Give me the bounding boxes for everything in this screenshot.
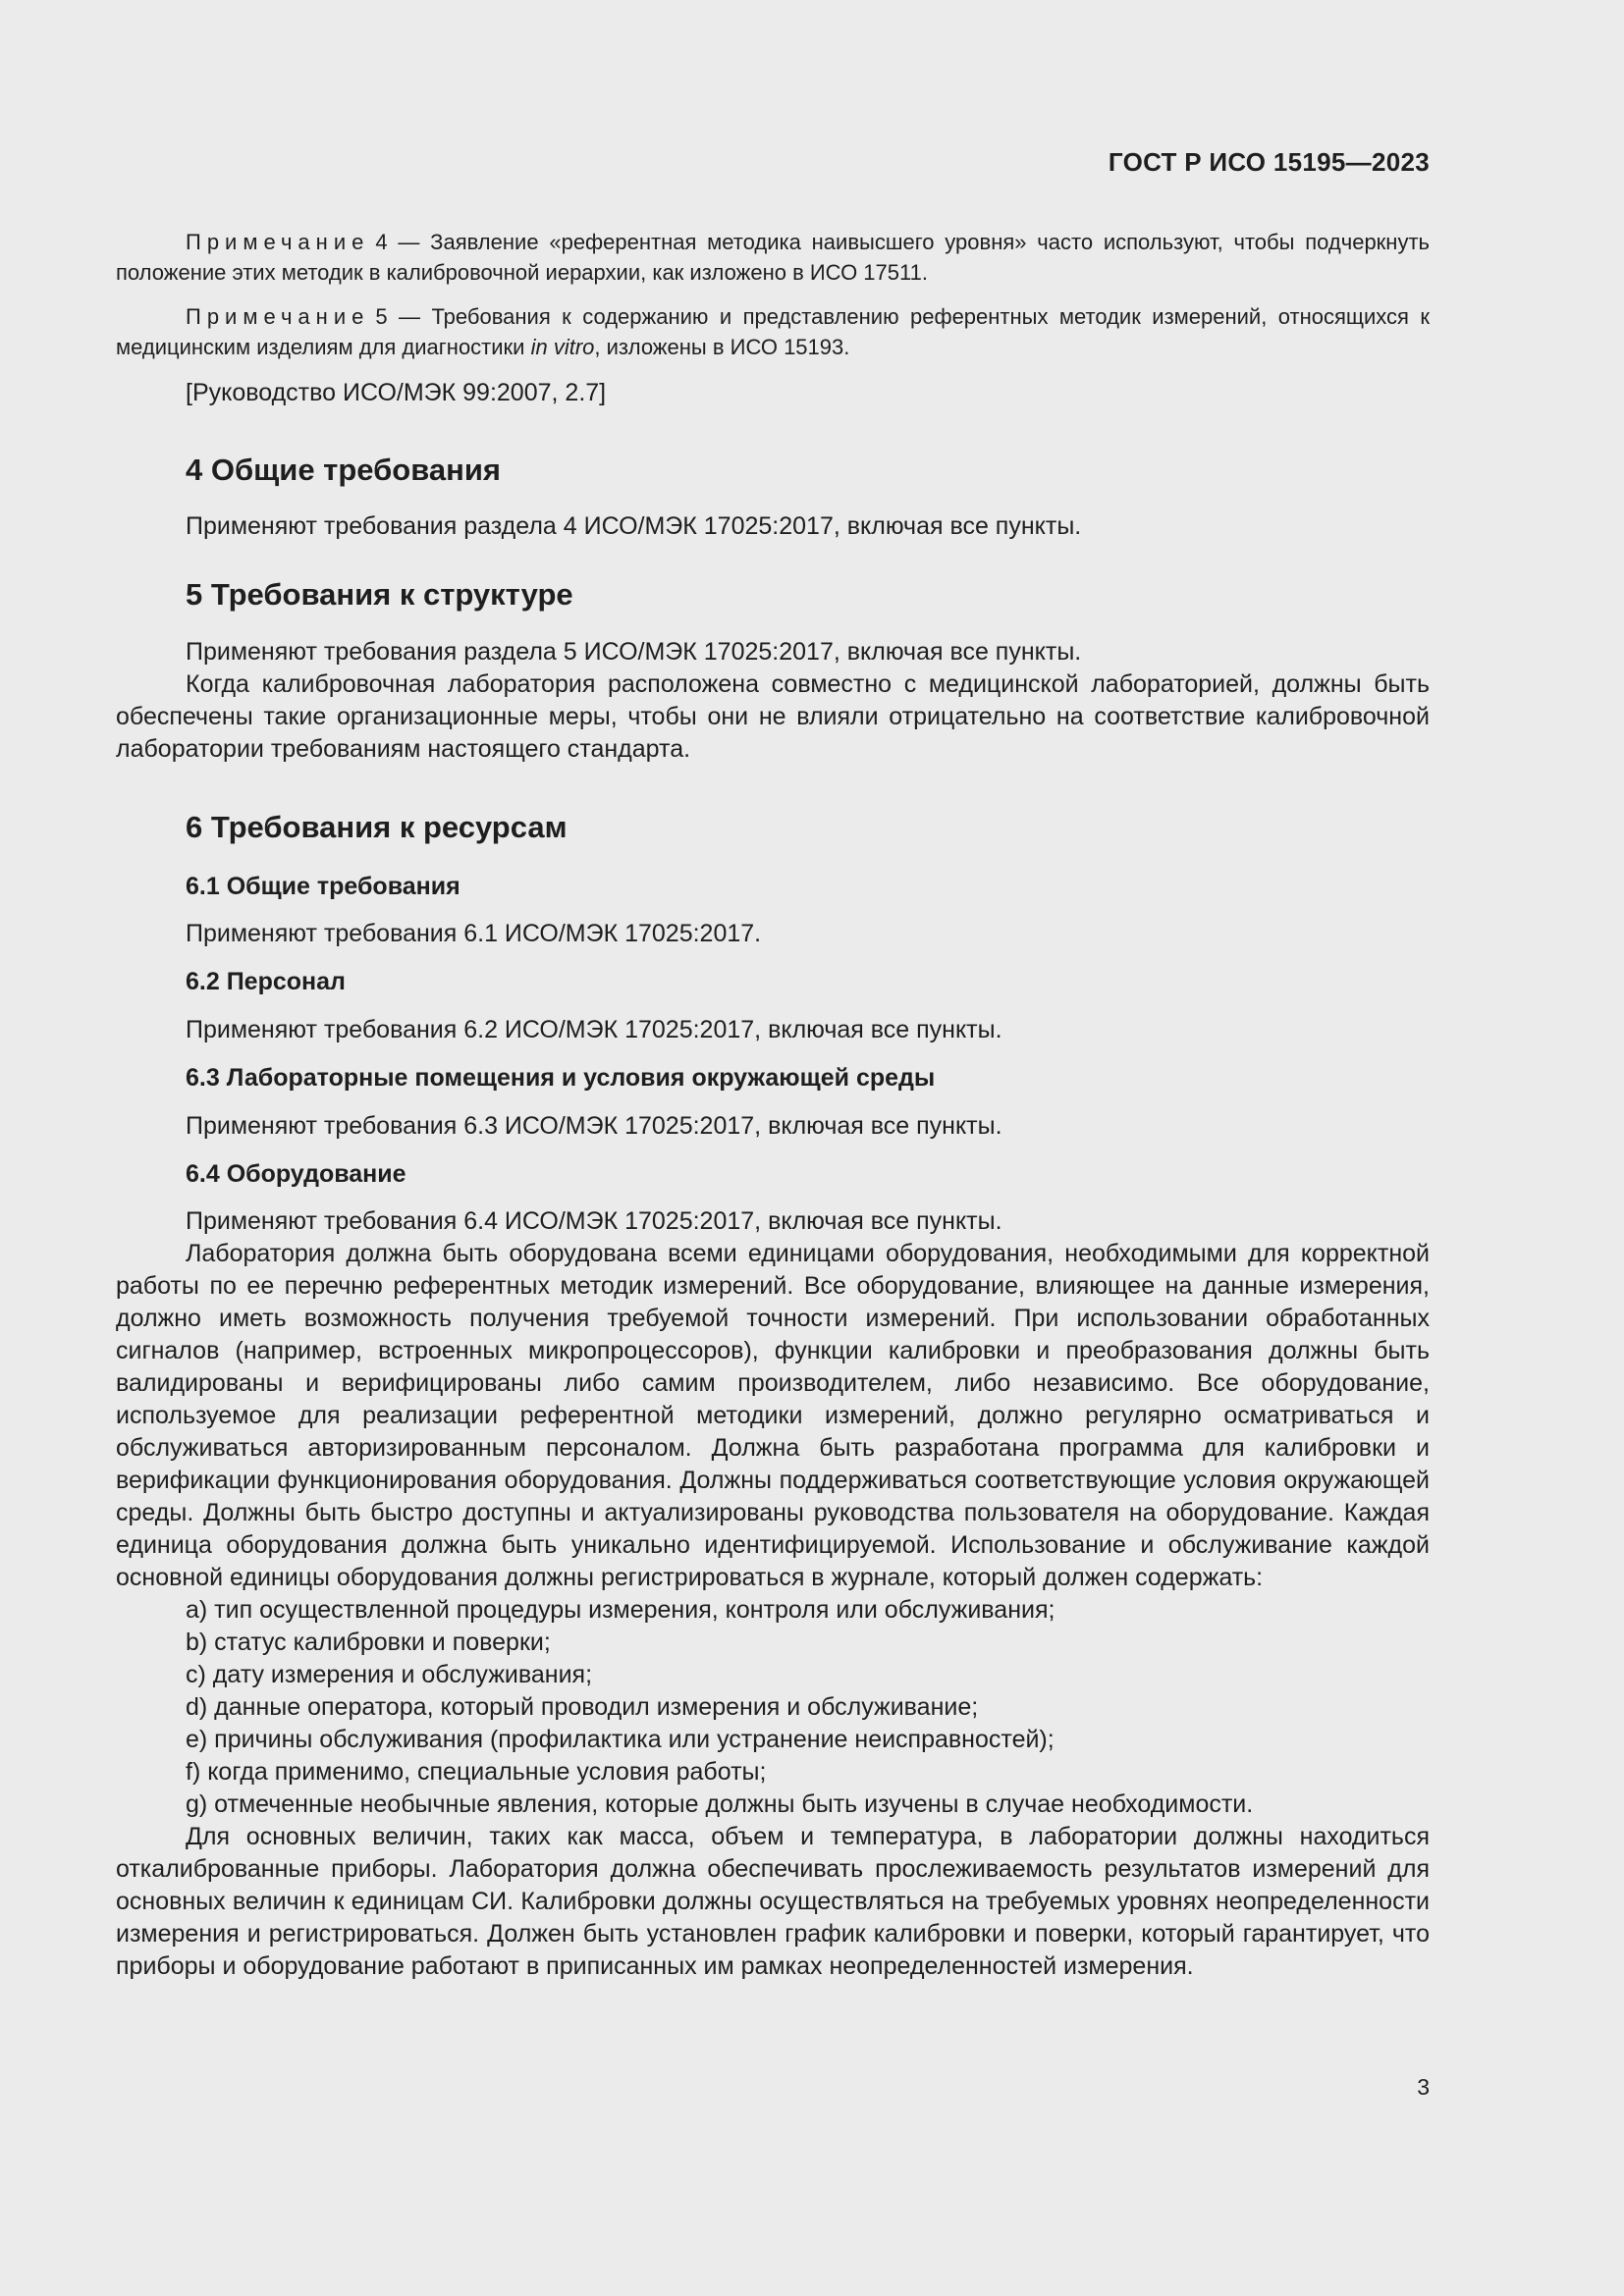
note-5: [116, 301, 1430, 362]
subsection-6-4-text-1: Применяют требования 6.4 ИСО/МЭК 17025:2017, включая все пункты.: [186, 1207, 1002, 1235]
list-item-c: c) дату измерения и обслуживания;: [186, 1661, 593, 1688]
note-text-italic: in vitro: [530, 335, 595, 359]
list-item-a: a) тип осуществленной процедуры измерения, контроля или обслуживания;: [186, 1596, 1056, 1624]
list-item-f: f) когда применимо, специальные условия работы;: [186, 1758, 767, 1786]
subsection-6-1-heading: 6.1 Общие требования: [186, 873, 460, 900]
note-4: [116, 227, 1430, 288]
note-label: Примечание: [186, 304, 370, 329]
page-number: 3: [1417, 2074, 1430, 2100]
subsection-6-4-body: [116, 1205, 1430, 1983]
note-number: 4: [375, 230, 388, 254]
citation: [Руководство ИСО/МЭК 99:2007, 2.7]: [186, 379, 607, 406]
note-text: — Требования к содержанию и представлению референтных методик измерений, относящихся к медицинским изделиям для диагностики: [116, 304, 1430, 359]
note-text: — Заявление «референтная методика наивысшего уровня» часто используют, чтобы подчеркнуть положение этих методик в калибровочной иерархии, как изложено в ИСО 17511.: [116, 230, 1430, 285]
section-4-heading: 4 Общие требования: [186, 453, 501, 487]
section-5-text-1: Применяют требования раздела 5 ИСО/МЭК 17025:2017, включая все пункты.: [186, 638, 1082, 666]
subsection-6-4-text-3: Для основных величин, таких как масса, объем и температура, в лаборатории должны находиться откалиброванные приборы. Лаборатория должна обеспечивать прослеживаемость результатов измерений для основных величин к единицам СИ. Калибровки должны осуществляться на требуемых уровнях неопределенности измерения и регистрироваться. Должен быть установлен график калибровки и поверки, который гарантирует, что приборы и оборудование работают в приписанных им рамках неопределенностей измерения.: [116, 1823, 1430, 1980]
subsection-6-1-text: Применяют требования 6.1 ИСО/МЭК 17025:2017.: [186, 920, 762, 947]
subsection-6-2-heading: 6.2 Персонал: [186, 968, 346, 995]
subsection-6-4-heading: 6.4 Оборудование: [186, 1160, 406, 1188]
note-text-end: , изложены в ИСО 15193.: [594, 335, 850, 359]
section-5-heading: 5 Требования к структуре: [186, 577, 573, 612]
subsection-6-2-text: Применяют требования 6.2 ИСО/МЭК 17025:2017, включая все пункты.: [186, 1016, 1002, 1043]
section-4-text: Применяют требования раздела 4 ИСО/МЭК 17025:2017, включая все пункты.: [186, 512, 1082, 540]
document-header: ГОСТ Р ИСО 15195—2023: [1108, 147, 1430, 177]
note-label: Примечание: [186, 230, 370, 254]
list-item-d: d) данные оператора, который проводил измерения и обслуживание;: [186, 1693, 979, 1721]
note-number: 5: [375, 304, 388, 329]
section-6-heading: 6 Требования к ресурсам: [186, 810, 568, 844]
list-item-g: g) отмеченные необычные явления, которые должны быть изучены в случае необходимости.: [186, 1790, 1254, 1818]
section-5-body: [116, 636, 1430, 766]
list-item-e: e) причины обслуживания (профилактика или устранение неисправностей);: [186, 1726, 1055, 1753]
subsection-6-4-text-2: Лаборатория должна быть оборудована всеми единицами оборудования, необходимыми для корректной работы по ее перечню референтных методик измерений. Все оборудование, влияющее на данные измерения, должно иметь возможность получения требуемой точности измерений. При использовании обработанных сигналов (например, встроенных микропроцессоров), функции калибровки и преобразования должны быть валидированы и верифицированы либо самим производителем, либо независимо. Все оборудование, используемое для реализации референтной методики измерений, должно регулярно осматриваться и обслуживаться авторизированным персоналом. Должна быть разработана программа для калибровки и верификации функционирования оборудования. Должны поддерживаться соответствующие условия окружающей среды. Должны быть быстро доступны и актуализированы руководства пользователя на оборудование. Каждая единица оборудования должна быть уникально идентифицируемой. Использование и обслуживание каждой основной единицы оборудования должны регистрироваться в журнале, который должен содержать:: [116, 1240, 1430, 1591]
section-5-text-2: Когда калибровочная лаборатория расположена совместно с медицинской лабораторией, должны быть обеспечены такие организационные меры, чтобы они не влияли отрицательно на соответствие калибровочной лаборатории требованиям настоящего стандарта.: [116, 670, 1430, 763]
subsection-6-3-text: Применяют требования 6.3 ИСО/МЭК 17025:2017, включая все пункты.: [186, 1112, 1002, 1140]
list-item-b: b) статус калибровки и поверки;: [186, 1629, 551, 1656]
subsection-6-3-heading: 6.3 Лабораторные помещения и условия окружающей среды: [186, 1064, 936, 1092]
